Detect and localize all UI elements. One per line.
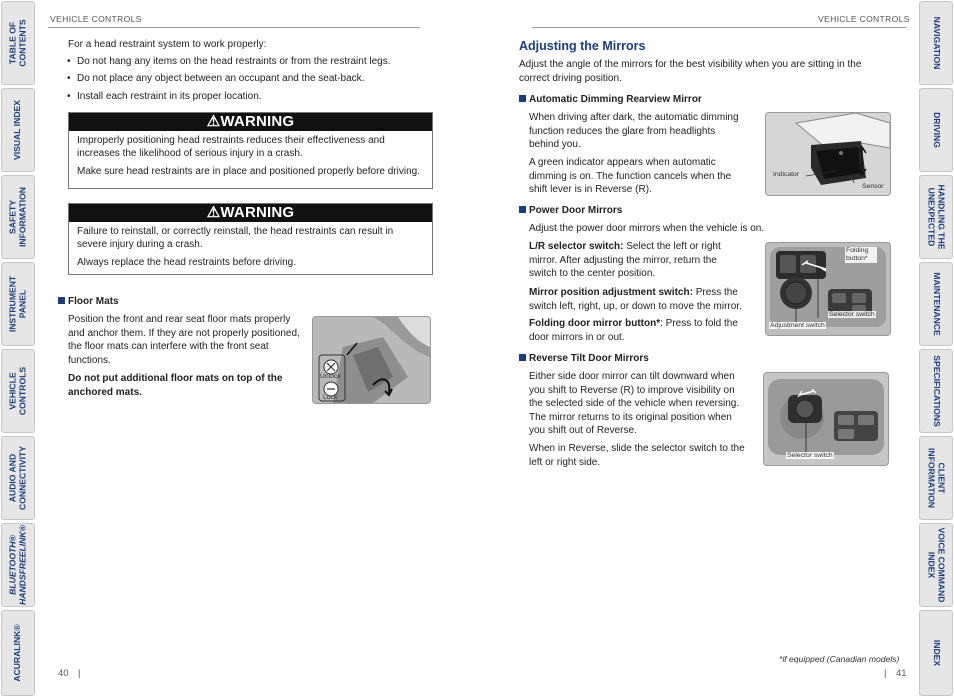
tab-audio-and-connectivity[interactable] — [1, 436, 35, 520]
tab-label: INSTRUMENT PANEL — [7, 275, 27, 333]
tab-maintenance[interactable] — [919, 262, 953, 346]
section-intro: Adjust the angle of the mirrors for the best visibility when you are sitting in the correct driving position. — [519, 59, 862, 84]
tab-label: NAVIGATION — [931, 16, 942, 70]
tab-label: BLUETOOTH® HANDSFREELINK® — [7, 525, 27, 605]
warning-triangle-icon: ⚠ — [206, 204, 221, 221]
tab-label: CLIENT INFORMATION — [927, 448, 947, 508]
folding-button-text: Folding door mirror button*: Press to fold the door mirrors in or out. — [529, 318, 738, 343]
tab-acuralink[interactable] — [1, 610, 35, 696]
dimming-text: When driving after dark, the automatic dimming function reduces the glare from headlights behind you. — [529, 112, 739, 151]
power-mirror-switch-figure — [765, 242, 891, 336]
tab-index[interactable] — [919, 610, 953, 696]
tab-instrument-panel[interactable] — [1, 262, 35, 346]
bullet-item: • Do not hang any items on the head restraints or from the restraint legs. — [77, 56, 391, 67]
footnote: *if equipped (Canadian models) — [779, 654, 900, 664]
reverse-tilt-heading: Reverse Tilt Door Mirrors — [519, 353, 649, 364]
tab-label: INDEX — [931, 639, 942, 667]
bullet-item: • Install each restraint in its proper location. — [77, 91, 262, 102]
figure-label-adjustment-switch: Adjustment switch — [770, 322, 825, 329]
tab-client-information[interactable] — [919, 436, 953, 520]
figure-label-lock: Lock — [323, 394, 338, 401]
tab-safety-information[interactable] — [1, 175, 35, 259]
tab-bluetooth-handsfreelink[interactable] — [1, 523, 35, 607]
tab-label: DRIVING — [931, 112, 942, 148]
warning-text: Failure to reinstall, or correctly reinstall, the head restraints can result in severe injury during a crash. — [77, 226, 394, 251]
tab-table-of-contents[interactable] — [1, 1, 35, 85]
warning-heading: ⚠WARNING — [69, 113, 432, 131]
power-mirrors-heading: Power Door Mirrors — [519, 205, 622, 216]
tab-navigation[interactable] — [919, 1, 953, 85]
floor-mats-text: Position the front and rear seat floor mats properly and anchor them. If they are not properly positioned, the floor mats can interfere with the front seat functions. — [68, 314, 300, 366]
figure-label-sensor: Sensor — [862, 183, 884, 190]
warning-box — [68, 203, 433, 275]
left-header-rule — [48, 27, 420, 28]
figure-label-selector-switch: Selector switch — [787, 452, 833, 459]
tab-vehicle-controls[interactable] — [1, 349, 35, 433]
mirror-position-text: Mirror position adjustment switch: Press the switch left, right, up, or down to move the mirror. — [529, 287, 742, 312]
dimming-mirror-heading: Automatic Dimming Rearview Mirror — [519, 94, 702, 105]
reverse-tilt-switch-figure — [763, 372, 889, 466]
tab-label: VEHICLE CONTROLS — [7, 366, 27, 416]
floor-mats-heading: Floor Mats — [58, 296, 119, 307]
warning-box — [68, 112, 433, 189]
figure-label-selector-switch: Selector switch — [829, 311, 875, 318]
tab-handling-the-unexpected[interactable] — [919, 175, 953, 259]
head-restraint-intro: For a head restraint system to work properly: — [68, 39, 267, 50]
tab-label: AUDIO AND CONNECTIVITY — [7, 446, 27, 510]
reverse-tilt-text: Either side door mirror can tilt downward when you shift to Reverse (R) to improve visibility on the selected side of the vehicle when reversing. The mirror returns to its original position when you shift out of Reverse. — [529, 371, 740, 437]
dimming-text: A green indicator appears when automatic dimming is on. The function cancels when the shift lever is in Reverse (R). — [529, 157, 732, 196]
tab-label: VOICE COMMAND INDEX — [927, 527, 947, 603]
tab-label: SAFETY INFORMATION — [7, 187, 27, 247]
tab-specifications[interactable] — [919, 349, 953, 433]
tab-driving[interactable] — [919, 88, 953, 172]
tab-label: ACURALINK® — [12, 624, 23, 682]
floor-mats-warning-text: Do not put additional floor mats on top of the anchored mats. — [68, 373, 283, 398]
bullet-item: • Do not place any object between an occupant and the seat-back. — [77, 73, 364, 84]
right-page-number: 41 — [896, 668, 907, 679]
page-number-separator: | — [78, 668, 81, 679]
right-header-rule — [532, 27, 906, 28]
tab-label: HANDLING THE UNEXPECTED — [927, 184, 947, 250]
tab-label: TABLE OF CONTENTS — [7, 19, 27, 67]
warning-text: Make sure head restraints are in place and positioned properly before driving. — [77, 165, 420, 177]
warning-text: Always replace the head restraints before driving. — [77, 256, 297, 268]
warning-text: Improperly positioning head restraints reduces their effectiveness and increases the likelihood of serious injury in a crash. — [77, 135, 385, 160]
lr-selector-text: L/R selector switch: Select the left or right mirror. After adjusting the mirror, return the switch to the center position. — [529, 241, 721, 280]
warning-heading: ⚠WARNING — [69, 204, 432, 222]
left-page-number: 40 — [58, 668, 69, 679]
tab-voice-command-index[interactable] — [919, 523, 953, 607]
tab-label: SPECIFICATIONS — [931, 355, 942, 427]
rearview-mirror-figure — [765, 112, 891, 196]
figure-label-folding-button: Folding button* — [845, 247, 877, 263]
tab-label: VISUAL INDEX — [12, 100, 23, 161]
floor-mat-anchor-figure — [312, 316, 431, 404]
reverse-tilt-text: When in Reverse, slide the selector switch to the left or right side. — [529, 443, 745, 468]
section-title: Adjusting the Mirrors — [519, 39, 646, 53]
left-page-header: VEHICLE CONTROLS — [50, 14, 142, 24]
figure-label-indicator: Indicator — [773, 171, 800, 178]
power-mirrors-intro: Adjust the power door mirrors when the vehicle is on. — [529, 223, 765, 234]
warning-triangle-icon: ⚠ — [206, 113, 221, 130]
tab-visual-index[interactable] — [1, 88, 35, 172]
figure-label-unlock: Unlock — [320, 373, 341, 380]
page-number-separator: | — [884, 668, 887, 679]
tab-label: MAINTENANCE — [931, 272, 942, 336]
right-page-header: VEHICLE CONTROLS — [818, 14, 910, 24]
